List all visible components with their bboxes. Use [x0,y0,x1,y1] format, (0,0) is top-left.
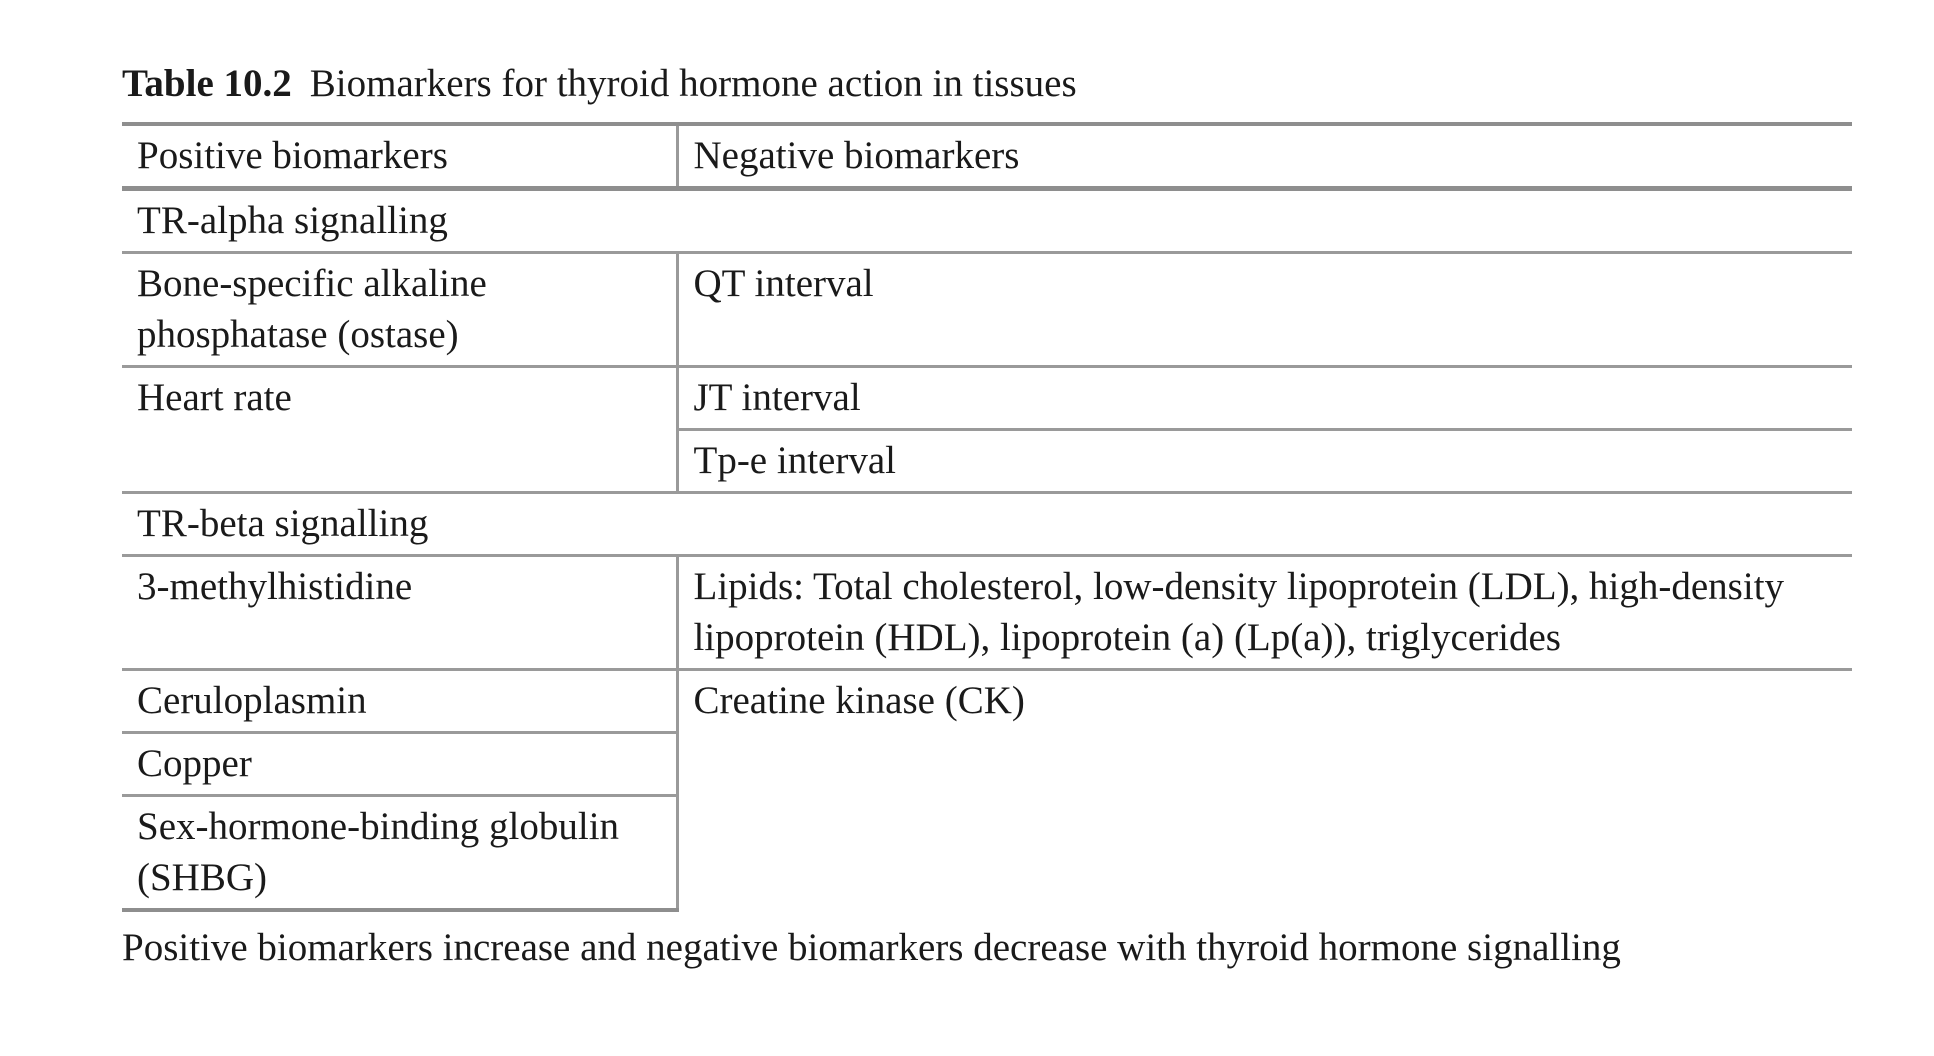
table-footnote: Positive biomarkers increase and negative biomarkers decrease with thyroid hormone signalling [122,926,1621,969]
cell-copper: Copper [122,733,677,796]
table-header-row [122,124,1852,189]
table-row [122,253,1852,367]
cell-shbg: Sex-hormone-binding globulin (SHBG) [122,796,677,911]
document-page [122,60,1852,972]
section-row-tr-alpha [122,189,1852,253]
cell-bone-alkaline-phosphatase: Bone-specific alkaline phosphatase (ostase) [122,253,677,367]
biomarkers-table [122,122,1852,912]
section-title-tr-beta: TR-beta signalling [122,493,1852,556]
table-row [122,367,1852,430]
cell-lipids: Lipids: Total cholesterol, low-density lipoprotein (LDL), high-density lipoprotein (HDL), lipoprotein (a) (Lp(a)), triglycerides [677,556,1852,670]
cell-heart-rate: Heart rate [122,367,677,493]
table-number: Table 10.2 [122,62,292,105]
table-row [122,670,1852,733]
header-negative-biomarkers: Negative biomarkers [677,124,1852,189]
section-title-tr-alpha: TR-alpha signalling [122,189,1852,253]
cell-qt-interval: QT interval [677,253,1852,367]
header-positive-biomarkers: Positive biomarkers [122,124,677,189]
cell-3-methylhistidine: 3-methylhistidine [122,556,677,670]
cell-ceruloplasmin: Ceruloplasmin [122,670,677,733]
table-title: Biomarkers for thyroid hormone action in tissues [309,62,1077,105]
section-row-tr-beta [122,493,1852,556]
cell-tp-e-interval: Tp-e interval [677,430,1852,493]
cell-jt-interval: JT interval [677,367,1852,430]
cell-creatine-kinase: Creatine kinase (CK) [677,670,1852,911]
table-row [122,556,1852,670]
table-caption [122,60,1852,108]
